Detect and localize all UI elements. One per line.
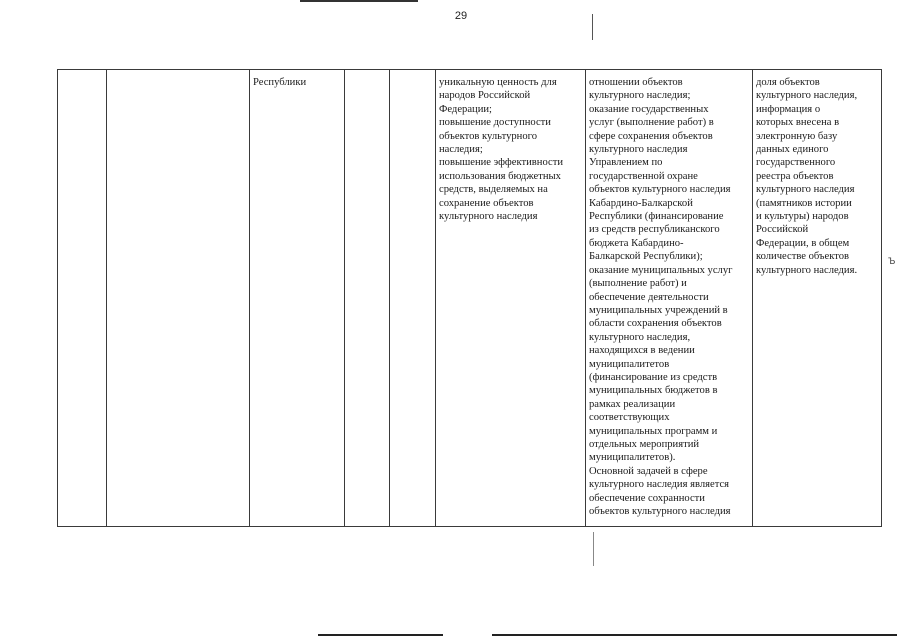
indicators-text xyxy=(756,76,878,277)
text-line: народов Российской xyxy=(439,90,531,102)
text-line: уникальную ценность для xyxy=(439,77,557,88)
text-line: использования бюджетных xyxy=(439,170,561,182)
text-line: средств, выделяемых на xyxy=(439,184,548,196)
text-line: информация о xyxy=(756,103,821,115)
text-line: количестве объектов xyxy=(756,251,850,263)
text-line: сохранение объектов xyxy=(439,197,534,209)
text-line: государственной охране xyxy=(589,170,698,182)
table-cell-col3 xyxy=(250,70,345,527)
text-line: наследия; xyxy=(439,144,483,156)
text-line: культурного наследия, xyxy=(756,90,858,102)
text-line: культурного наследия xyxy=(439,211,538,223)
page-number: 29 xyxy=(454,10,468,22)
table-cell-col5 xyxy=(390,70,436,527)
text-line: культурного наследия xyxy=(589,144,688,156)
text-line: Федерации, в общем xyxy=(756,237,850,249)
text-line: объектов культурного xyxy=(439,130,538,142)
text-line: оказание муниципальных услуг xyxy=(589,264,733,276)
text-line: Республики (финансирование xyxy=(589,211,724,223)
table-cell-col6 xyxy=(436,70,586,527)
region-text: Республики xyxy=(253,77,307,88)
text-line: (выполнение работ) и xyxy=(589,278,687,290)
scan-artifact-bottom xyxy=(318,634,443,636)
text-line: которых внесена в xyxy=(756,117,840,129)
text-line: сфере сохранения объектов xyxy=(589,130,713,142)
text-line: культурного наследия; xyxy=(589,90,691,102)
text-line: услуг (выполнение работ) в xyxy=(589,117,714,129)
table-cell-col2 xyxy=(107,70,250,527)
text-line: соответствующих xyxy=(589,412,670,424)
text-line: Управлением по xyxy=(589,157,663,169)
text-line: повышение эффективности xyxy=(439,157,564,169)
text-line: бюджета Кабардино- xyxy=(589,237,684,249)
text-line: повышение доступности xyxy=(439,117,551,129)
scan-artifact-bottom xyxy=(492,634,897,636)
text-line: Основной задачей в сфере xyxy=(589,465,708,477)
text-line: обеспечение деятельности xyxy=(589,291,709,303)
text-line: области сохранения объектов xyxy=(589,318,722,330)
text-line: культурного наследия. xyxy=(756,264,858,276)
goals-text xyxy=(439,76,582,223)
text-line: Балкарской Республики); xyxy=(589,251,703,263)
document-table xyxy=(57,69,882,527)
margin-mark: Ъ xyxy=(888,257,896,267)
text-line: из средств республиканского xyxy=(589,224,720,236)
text-line: культурного наследия, xyxy=(589,331,691,343)
text-line: объектов культурного наследия xyxy=(589,506,731,517)
text-line: обеспечение сохранности xyxy=(589,492,705,504)
text-line: государственного xyxy=(756,157,836,169)
text-line: (финансирование из средств xyxy=(589,371,718,383)
text-line: и культуры) народов xyxy=(756,211,849,223)
table-cell-col4 xyxy=(345,70,390,527)
table-row xyxy=(58,70,882,527)
table-cell-col7 xyxy=(586,70,753,527)
measures-text xyxy=(589,76,749,518)
text-line: отдельных мероприятий xyxy=(589,438,700,450)
text-line: муниципальных бюджетов в xyxy=(589,385,718,397)
scan-artifact-tick xyxy=(593,532,594,566)
text-line: оказание государственных xyxy=(589,103,709,115)
table-cell-col1 xyxy=(58,70,107,527)
scan-artifact-top xyxy=(300,0,418,2)
table-cell-col8 xyxy=(753,70,882,527)
text-line: доля объектов xyxy=(756,77,820,88)
text-line: отношении объектов xyxy=(589,77,683,88)
text-line: муниципалитетов xyxy=(589,358,670,370)
text-line: культурного наследия xyxy=(756,184,855,196)
text-line: данных единого xyxy=(756,144,829,156)
text-line: (памятников истории xyxy=(756,197,852,209)
text-line: муниципальных учреждений в xyxy=(589,304,728,316)
text-line: реестра объектов xyxy=(756,170,834,182)
scan-artifact-tick xyxy=(592,14,593,40)
text-line: муниципальных программ и xyxy=(589,425,718,437)
text-line: Российской xyxy=(756,224,809,236)
text-line: Кабардино-Балкарской xyxy=(589,197,693,209)
text-line: электронную базу xyxy=(756,130,838,142)
text-line: объектов культурного наследия xyxy=(589,184,731,196)
text-line: муниципалитетов). xyxy=(589,452,676,464)
text-line: рамках реализации xyxy=(589,398,676,410)
text-line: Федерации; xyxy=(439,103,492,115)
text-line: культурного наследия является xyxy=(589,479,730,491)
text-line: находящихся в ведении xyxy=(589,345,695,357)
